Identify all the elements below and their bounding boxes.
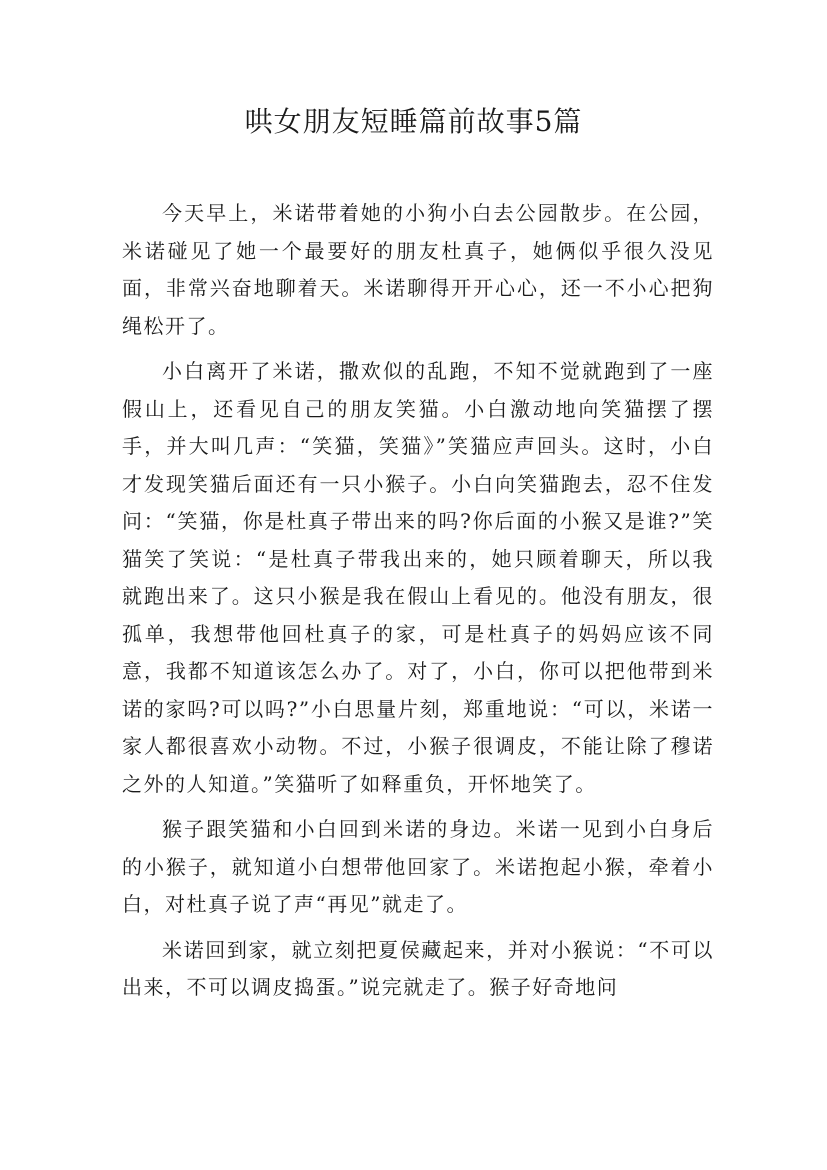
paragraph-2: 小白离开了米诺，撒欢似的乱跑，不知不觉就跑到了一座假山上，还看见自己的朋友笑猫。小白激动地向笑猫摆了摆手，并大叫几声：“笑猫，笑猫》”笑猫应声回头。这时，小白才发现笑猫后面还有一只小猴子。小白向笑猫跑去，忍不住发问：“笑猫，你是杜真子带出来的吗?你后面的小猴又是谁?”笑猫笑了笑说：“是杜真子带我出来的，她只顾着聊天，所以我就跑出来了。这只小猴是我在假山上看见的。他没有朋友，很孤单，我想带他回杜真子的家，可是杜真子的妈妈应该不同意，我都不知道该怎么办了。对了，小白，你可以把他带到米诺的家吗?可以吗?”小白思量片刻，郑重地说：“可以，米诺一家人都很喜欢小动物。不过，小猴子很调皮，不能让除了穆诺之外的人知道。”笑猫听了如释重负，开怀地笑了。 <box>122 359 714 796</box>
document-body <box>122 195 714 1015</box>
paragraph-1: 今天早上，米诺带着她的小狗小白去公园散步。在公园，米诺碰见了她一个最要好的朋友杜真子，她俩似乎很久没见面，非常兴奋地聊着天。米诺聊得开开心心，还一不小心把狗绳松开了。 <box>122 201 714 338</box>
paragraph-3: 猴子跟笑猫和小白回到米诺的身边。米诺一见到小白身后的小猴子，就知道小白想带他回家了。米诺抱起小猴，牵着小白，对杜真子说了声“再见”就走了。 <box>122 817 714 916</box>
paragraph-4: 米诺回到家，就立刻把夏侯藏起来，并对小猴说：“不可以出来，不可以调皮捣蛋。”说完就走了。猴子好奇地问 <box>122 937 714 999</box>
document-title: 哄女朋友短睡篇前故事5篇 <box>244 105 583 138</box>
